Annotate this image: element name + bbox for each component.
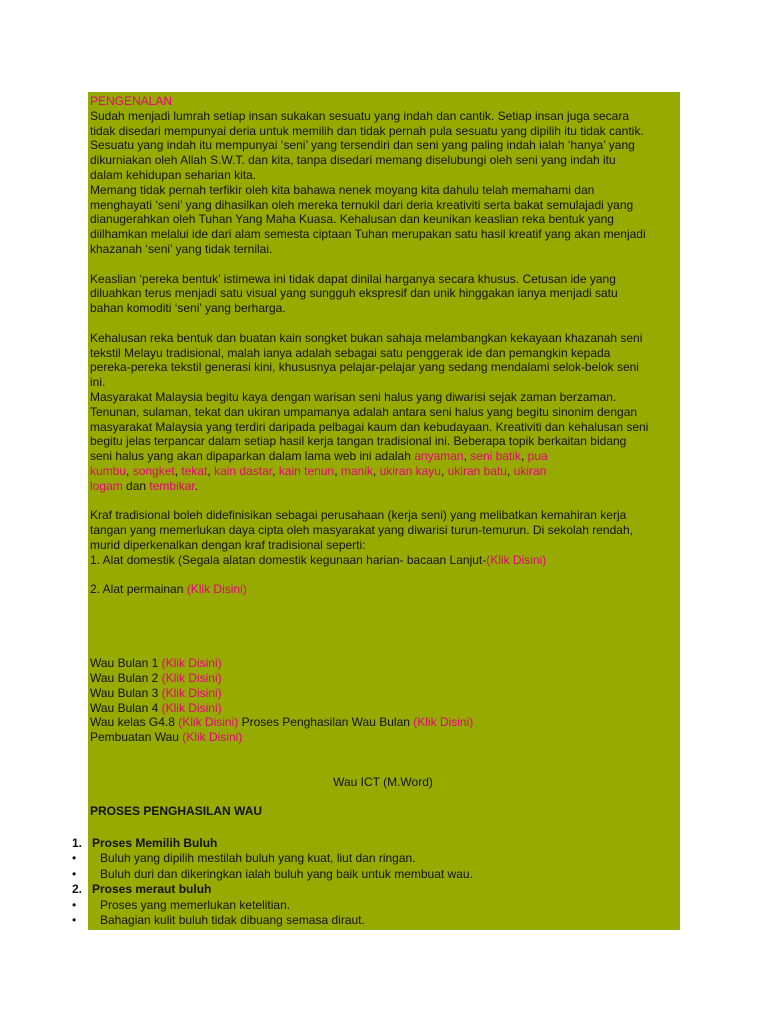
link-wau-kelas[interactable]: (Klik Disini) xyxy=(178,715,239,730)
topics-lead: seni halus yang akan dipaparkan dalam lama web ini adalah xyxy=(90,449,415,464)
link-seni-batik[interactable]: seni batik xyxy=(470,449,521,464)
link-anyaman[interactable]: anyaman xyxy=(414,449,464,464)
para3-line: tekstil Melayu tradisional, malah ianya adalah sebagai satu penggerak ide dan pemangkin kepada xyxy=(90,345,611,360)
wau-bulan-1: Wau Bulan 1 (Klik Disini) xyxy=(90,656,222,671)
list-item: • Buluh duri dan dikeringkan ialah buluh yang baik untuk membuat wau. xyxy=(72,866,473,881)
para4-line: murid diperkenalkan dengan kraf tradisional seperti: xyxy=(90,537,366,552)
list-item: • Bahagian kulit buluh tidak dibuang semasa diraut. xyxy=(72,913,365,928)
wau-kelas: Wau kelas G4.8 (Klik Disini) Proses Penghasilan Wau Bulan (Klik Disini) xyxy=(90,715,474,730)
link-klik-disini-domestik[interactable]: (Klik Disini) xyxy=(486,552,547,567)
para2-line: Keaslian ‘pereka bentuk’ istimewa ini tidak dapat dinilai harganya secara khusus. Cetusan ide yang xyxy=(90,271,616,286)
intro-line: dikurniakan oleh Allah S.W.T. dan kita, tanpa disedari memang diselubungi oleh seni yang indah itu xyxy=(90,153,616,168)
para3-line: ini. xyxy=(90,375,106,390)
wau-bulan-3: Wau Bulan 3 (Klik Disini) xyxy=(90,685,222,700)
proses-title: PROSES PENGHASILAN WAU xyxy=(90,804,263,819)
link-tembikar[interactable]: tembikar xyxy=(149,478,195,493)
para4-line: tangan yang memerlukan daya cipta oleh masyarakat yang diwarisi turun-temurun. Di sekolah rendah, xyxy=(90,523,633,538)
intro-line: tidak disedari mempunyai deria untuk memilih dan tidak pernah pula sesuatu yang dipilih itu tidak cantik. xyxy=(90,123,644,138)
para2-line: bahan komoditi ‘seni’ yang berharga. xyxy=(90,301,286,316)
link-ukiran-batu[interactable]: ukiran batu xyxy=(447,463,507,478)
para3-line: masyarakat Malaysia yang terdiri daripada pelbagai kaum dan kebudayaan. Kreativiti dan kehalusan seni xyxy=(90,419,649,434)
link-klik-disini-permainan[interactable]: (Klik Disini) xyxy=(186,582,247,597)
para3-line: Kehalusan reka bentuk dan buatan kain songket bukan sahaja melambangkan kekayaan khazanah seni xyxy=(90,330,643,345)
link-manik[interactable]: manik xyxy=(340,463,373,478)
pembuatan-wau: Pembuatan Wau (Klik Disini) xyxy=(90,730,243,745)
link-pua-kumbu[interactable]: pua xyxy=(527,449,548,464)
link-songket[interactable]: songket xyxy=(132,463,175,478)
link-pua-kumbu[interactable]: kumbu xyxy=(90,463,127,478)
intro-line: menghayati ‘seni’ yang dihasilkan oleh mereka ternukil dari deria kreativiti serta bakat semulajadi yang xyxy=(90,197,634,212)
list-item: 2. Proses meraut buluh xyxy=(72,882,212,897)
para2-line: diluahkan terus menjadi satu visual yang sungguh ekspresif dan unik hinggakan ianya menjadi satu xyxy=(90,286,618,301)
wau-ict: Wau ICT (M.Word) xyxy=(333,774,433,789)
list-item: 1. Proses Memilih Buluh xyxy=(72,836,218,850)
intro-line: dianugerahkan oleh Tuhan Yang Maha Kuasa. Kehalusan dan keunikan keaslian reka bentuk yang xyxy=(90,212,614,227)
topics-line: kumbu, songket, tekat, kain dastar, kain tenun, manik, ukiran kayu, ukiran batu, ukiran xyxy=(90,463,547,478)
link-tekat[interactable]: tekat xyxy=(181,463,208,478)
topics-line: logam dan tembikar. xyxy=(90,478,199,493)
topics-line: seni halus yang akan dipaparkan dalam lama web ini adalah anyaman, seni batik, pua xyxy=(90,449,548,464)
link-wau-bulan-3[interactable]: (Klik Disini) xyxy=(161,685,222,700)
para3-line: Masyarakat Malaysia begitu kaya dengan warisan seni halus yang diwarisi sejak zaman berzaman. xyxy=(90,389,617,404)
link-proses-penghasilan[interactable]: (Klik Disini) xyxy=(413,715,474,730)
article-body xyxy=(90,94,676,819)
para3-line: begitu jelas terpancar dalam setiap hasil kerja tangan tradisional ini. Beberapa topik berkaitan bidang xyxy=(90,434,627,449)
wau-bulan-4: Wau Bulan 4 (Klik Disini) xyxy=(90,700,222,715)
link-kain-dastar[interactable]: kain dastar xyxy=(214,463,273,478)
link-wau-bulan-4[interactable]: (Klik Disini) xyxy=(161,700,222,715)
page-heading: PENGENALAN xyxy=(90,94,173,108)
para3-line: pereka-pereka tekstil generasi kini, khususnya pelajar-pelajar yang sedang mendalami selok-belok seni xyxy=(90,360,639,375)
intro-line: Sudah menjadi lumrah setiap insan sukakan sesuatu yang indah dan cantik. Setiap insan juga secara xyxy=(90,108,630,123)
intro-line: dalam kehidupan seharian kita. xyxy=(90,167,257,182)
intro-line: Sesuatu yang indah itu mempunyai ‘seni’ yang tersendiri dan seni yang paling indah ialah ‘hanya’ yang xyxy=(90,138,635,153)
link-ukiran-kayu[interactable]: ukiran kayu xyxy=(379,463,441,478)
intro-line: Memang tidak pernah terfikir oleh kita bahawa nenek moyang kita dahulu telah memahami dan xyxy=(90,182,595,197)
wau-bulan-2: Wau Bulan 2 (Klik Disini) xyxy=(90,671,222,686)
link-ukiran-logam[interactable]: ukiran xyxy=(513,463,547,478)
proses-list xyxy=(72,836,672,928)
link-pembuatan-wau[interactable]: (Klik Disini) xyxy=(182,730,243,745)
intro-line: diilhamkan melalui ide dari alam semesta ciptaan Tuhan merupakan satu hasil kreatif yang akan menjadi xyxy=(90,227,646,242)
item-alat-permainan: 2. Alat permainan (Klik Disini) xyxy=(90,582,247,597)
link-ukiran-logam[interactable]: logam xyxy=(90,478,123,493)
link-wau-bulan-1[interactable]: (Klik Disini) xyxy=(161,656,222,671)
item-alat-domestik: 1. Alat domestik (Segala alatan domestik kegunaan harian- bacaan Lanjut-(Klik Disini) xyxy=(90,552,547,567)
list-item: • Buluh yang dipilih mestilah buluh yang kuat, liut dan ringan. xyxy=(72,851,416,866)
para3-line: Tenunan, sulaman, tekat dan ukiran umpamanya adalah antara seni halus yang begitu sinonim dengan xyxy=(90,404,638,419)
link-wau-bulan-2[interactable]: (Klik Disini) xyxy=(161,671,222,686)
list-item: • Proses yang memerlukan ketelitian. xyxy=(72,897,291,912)
intro-line: khazanah ‘seni’ yang tidak ternilai. xyxy=(90,241,273,256)
link-kain-tenun[interactable]: kain tenun xyxy=(278,463,335,478)
para4-line: Kraf tradisional boleh didefinisikan sebagai perusahaan (kerja seni) yang melibatkan kemahiran kerja xyxy=(90,508,627,523)
